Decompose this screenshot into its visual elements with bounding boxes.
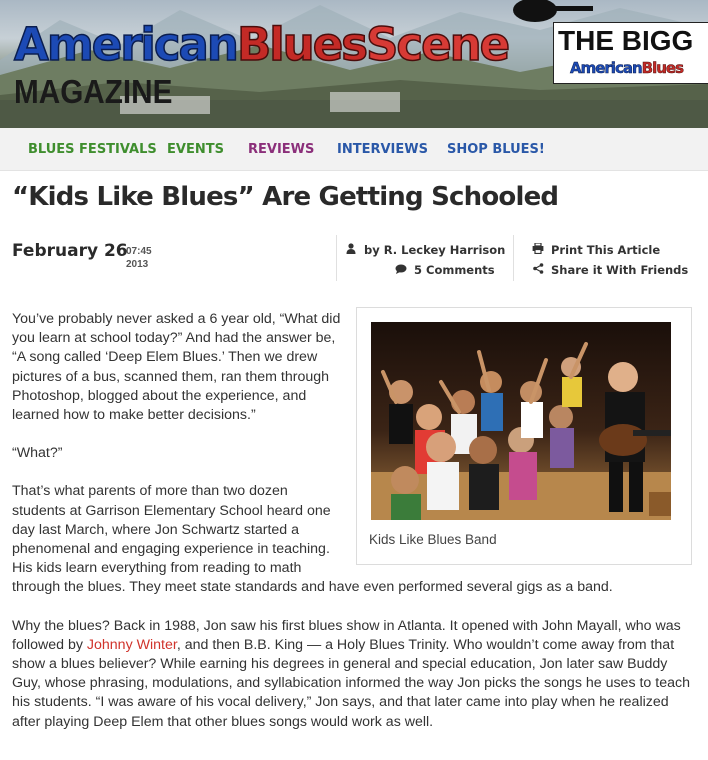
ad-title: THE BIGG [558,25,694,56]
paragraph-4-text-b: , and then B.B. King — a Holy Blues Trinity. Who wouldn’t come away from that show a blues believer? While earning his degrees in general and special education, Jon later saw Buddy Guy, whose phrasing, modulations, and syllabication informed the way Jon picks the songs he uses to teach his students. “I was aware of his vocal delivery,” Jon says, and that later came into play when he realized after playing Deep Elem that other blues songs would work as well. [12,636,690,730]
article-meta [0,233,708,289]
share-label: Share it With Friends [551,263,689,277]
share-link[interactable] [531,263,688,277]
speech-bubble-icon [394,264,408,277]
article-time [126,245,152,271]
site-logo[interactable] [14,18,509,71]
article-time-clock: 07:45 [126,246,152,257]
kids-band-photo[interactable] [371,322,671,520]
paragraph-2: “What?” [12,445,63,462]
comments-link[interactable] [394,263,495,277]
article-year: 2013 [126,259,149,270]
paragraph-4 [12,617,692,732]
figure-caption: Kids Like Blues Band [369,532,497,547]
nav-reviews[interactable]: REVIEWS [248,142,315,157]
main-navigation [0,128,708,171]
print-article-link[interactable] [531,243,660,257]
photo-illustration [371,322,671,520]
logo-subtitle: MAGAZINE [14,73,173,110]
user-icon [344,243,358,257]
paragraph-3: That’s what parents of more than two dozen students at Garrison Elementary School heard one day last March, where Jon Schwartz started a phenomenal and engaging experience in teaching. His kids learn everything from reading to math through the blues. They meet state standards and have even performed several gigs as a band. [12,483,613,596]
site-header [0,0,708,128]
paragraph-1: You’ve probably never asked a 6 year old, “What did you learn at school today?” And had the answer be, “A song called ‘Deep Elem Blues.’ Then we drew pictures of a bus, scanned them, ran them through Photoshop, blogged about the experience, and learned how to make better decisions.” [12,311,341,424]
print-label: Print This Article [551,243,661,257]
meta-divider [336,235,337,281]
nav-blues-festivals[interactable]: BLUES FESTIVALS [28,142,157,157]
share-icon [531,263,545,277]
header-ad-banner[interactable] [553,22,708,84]
logo-word-scene: Scene [366,18,509,71]
article-figure [356,307,692,565]
nav-shop-blues[interactable]: SHOP BLUES! [447,142,545,157]
nav-interviews[interactable]: INTERVIEWS [337,142,428,157]
article-body [12,310,692,751]
article-title: “Kids Like Blues” Are Getting Schooled [12,182,559,212]
author-name: by R. Leckey Harrison [364,243,506,257]
ad-logo-text: AmericanBlues [570,59,684,77]
author-link[interactable] [344,243,505,257]
meta-divider-2 [513,235,514,281]
nav-events[interactable]: EVENTS [167,142,224,157]
logo-word-american: American [14,18,237,71]
johnny-winter-link[interactable]: Johnny Winter [86,636,177,653]
printer-icon [531,243,545,257]
logo-word-blues: Blues [236,18,367,71]
article-date: February 26 [12,241,128,261]
paragraph-4-text-a: Why the blues? Back in 1988, Jon saw his first blues show in Atlanta. It opened with John Mayall, who was followed by [12,617,681,653]
comments-count: 5 Comments [414,263,495,277]
